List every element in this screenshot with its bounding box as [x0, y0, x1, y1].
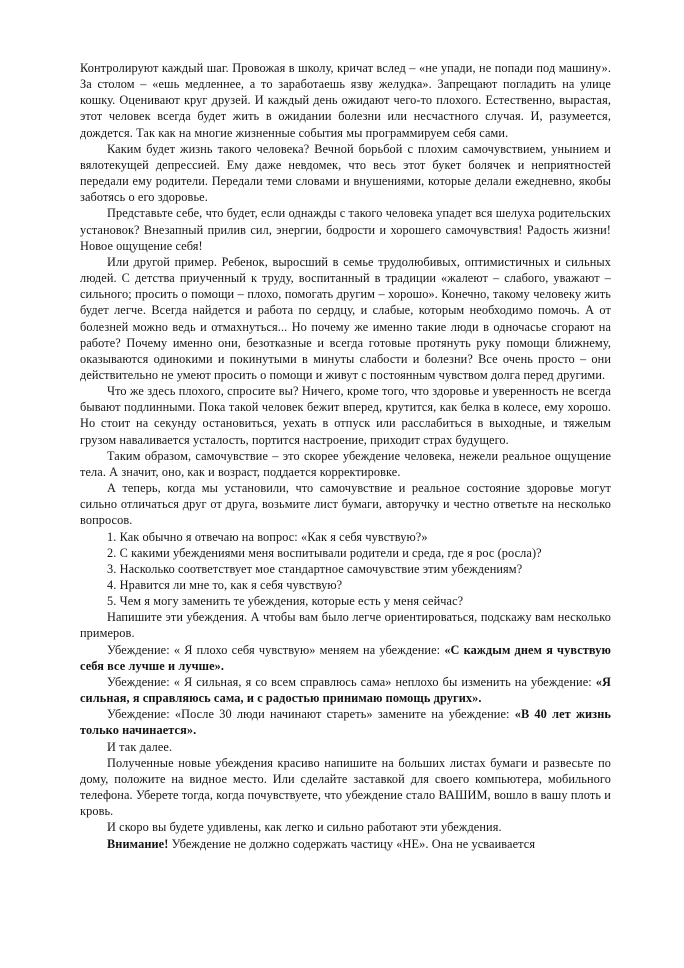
paragraph	[80, 642, 611, 674]
text-segment: Внимание!	[107, 836, 169, 851]
paragraph	[80, 448, 611, 480]
text-segment: «Я сильная, я справляюсь сама, и с радостью принимаю помощь других».	[80, 674, 611, 706]
paragraph	[80, 674, 611, 706]
paragraph	[80, 739, 611, 755]
text-segment: А теперь, когда мы установили, что самочувствие и реальное состояние здоровье могут сильно отличаться друг от друга, возьмите лист бумаги, авторучку и честно ответьте на несколько вопросов.	[80, 481, 611, 528]
text-segment: 5. Чем я могу заменить те убеждения, которые есть у меня сейчас?	[107, 594, 464, 609]
paragraph	[80, 593, 611, 609]
text-segment: Убеждение не должно содержать частицу «НЕ». Она не усваивается	[168, 836, 536, 851]
paragraph	[80, 819, 611, 835]
text-segment: Убеждение: «После 30 люди начинают стареть» замените на убеждение:	[107, 707, 515, 722]
text-content	[80, 60, 611, 852]
paragraph	[80, 577, 611, 593]
text-segment: «С каждым днем я чувствую себя все лучше и лучше».	[80, 642, 611, 673]
text-segment: 3. Насколько соответствует мое стандартное самочувствие этим убеждениям?	[107, 561, 523, 576]
paragraph	[80, 60, 611, 141]
paragraph	[80, 141, 611, 206]
paragraph	[80, 254, 611, 383]
paragraph	[80, 545, 611, 561]
paragraph	[80, 529, 611, 545]
text-segment: Представьте себе, что будет, если однажды с такого человека упадет вся шелуха родительских установок? Внезапный прилив сил, энергии, бодрости и хорошего самочувствия! Радость жизни! Новое ощущение себя!	[80, 206, 611, 253]
text-segment: 4. Нравится ли мне то, как я себя чувствую?	[107, 578, 343, 592]
text-segment: Убеждение: « Я сильная, я со всем справлюсь сама» неплохо бы изменить на убеждение:	[107, 674, 596, 689]
text-segment: Полученные новые убеждения красиво напишите на больших листах бумаги и развесьте по дому, положите на видное место. Или сделайте заставкой для своего компьютера, мобильного телефона. Уберете тогда, когда почувствуете, что убеждение стало ВАШИМ, вошло в вашу плоть и кровь.	[80, 755, 611, 819]
text-segment: И так далее.	[107, 739, 173, 754]
text-segment: Напишите эти убеждения. А чтобы вам было легче ориентироваться, подскажу вам несколько примеров.	[80, 610, 611, 641]
text-segment: 2. С какими убеждениями меня воспитывали родители и среда, где я рос (росла)?	[107, 545, 542, 560]
paragraph	[80, 480, 611, 528]
paragraph	[80, 383, 611, 448]
text-segment: Контролируют каждый шаг. Провожая в школу, кричат вслед – «не упади, не попади под машину». За столом – «ешь медленнее, а то заработаешь язву желудка». Запрещают погладить на улице кошку. Оценивают круг друзей. И каждый день ожидают чего-то плохого. Естественно, вырастая, этот человек всегда будет жить в ожидании болезни или несчастного случая. И, разумеется, дождется. Так как на многие жизненные события мы программируем себя сами.	[80, 61, 611, 140]
text-segment: Таким образом, самочувствие – это скорее убеждение человека, нежели реальное ощущение тела. А значит, оно, как и возраст, поддается корректировке.	[80, 448, 611, 479]
paragraph	[80, 706, 611, 738]
text-segment: И скоро вы будете удивлены, как легко и сильно работают эти убеждения.	[107, 820, 502, 835]
text-segment: Убеждение: « Я плохо себя чувствую» меняем на убеждение:	[107, 642, 445, 657]
paragraph	[80, 755, 611, 820]
text-segment: Каким будет жизнь такого человека? Вечной борьбой с плохим самочувствием, унынием и вялотекущей депрессией. Ему даже невдомек, что весь этот букет болячек и неприятностей передали ему родители. Передали теми словами и внушениями, которые делали ежедневно, якобы заботясь о его здоровье.	[80, 141, 611, 205]
text-segment: «В 40 лет жизнь только начинается».	[80, 707, 611, 738]
paragraph	[80, 561, 611, 577]
text-segment: Или другой пример. Ребенок, выросший в семье трудолюбивых, оптимистичных и сильных людей. С детства приученный к труду, воспитанный в традиции «жалеют – слабого, уважают – сильного; просить о помощи – плохо, помогать другим – хорошо». Конечно, такому человеку жить будет легче. Всегда найдется и работа по сердцу, и слабые, которым необходимо помочь. А от болезней можно ведь и отмахнуться... Но почему же именно такие люди в одночасье сгорают на работе? Почему именно они, безотказные и всегда готовые протянуть руку помощи ближнему, оказываются одинокими и покинутыми в минуты слабости и болезни? Все очень просто – они действительно не умеют просить о помощи и живут с постоянным чувством долга перед другими.	[80, 254, 611, 382]
text-segment: Что же здесь плохого, спросите вы? Ничего, кроме того, что здоровье и уверенность не всегда бывают подлинными. Пока такой человек бежит вперед, крутится, как белка в колесе, ему хорошо. Но стоит на секунду остановиться, уехать в отпуск или расслабиться в выходные, и тяжелым грузом наваливается усталость, портится настроение, приходит страх будущего.	[80, 384, 611, 447]
paragraph	[80, 836, 611, 852]
paragraph	[80, 205, 611, 253]
text-segment: 1. Как обычно я отвечаю на вопрос: «Как я себя чувствую?»	[107, 529, 428, 544]
paragraph	[80, 609, 611, 641]
